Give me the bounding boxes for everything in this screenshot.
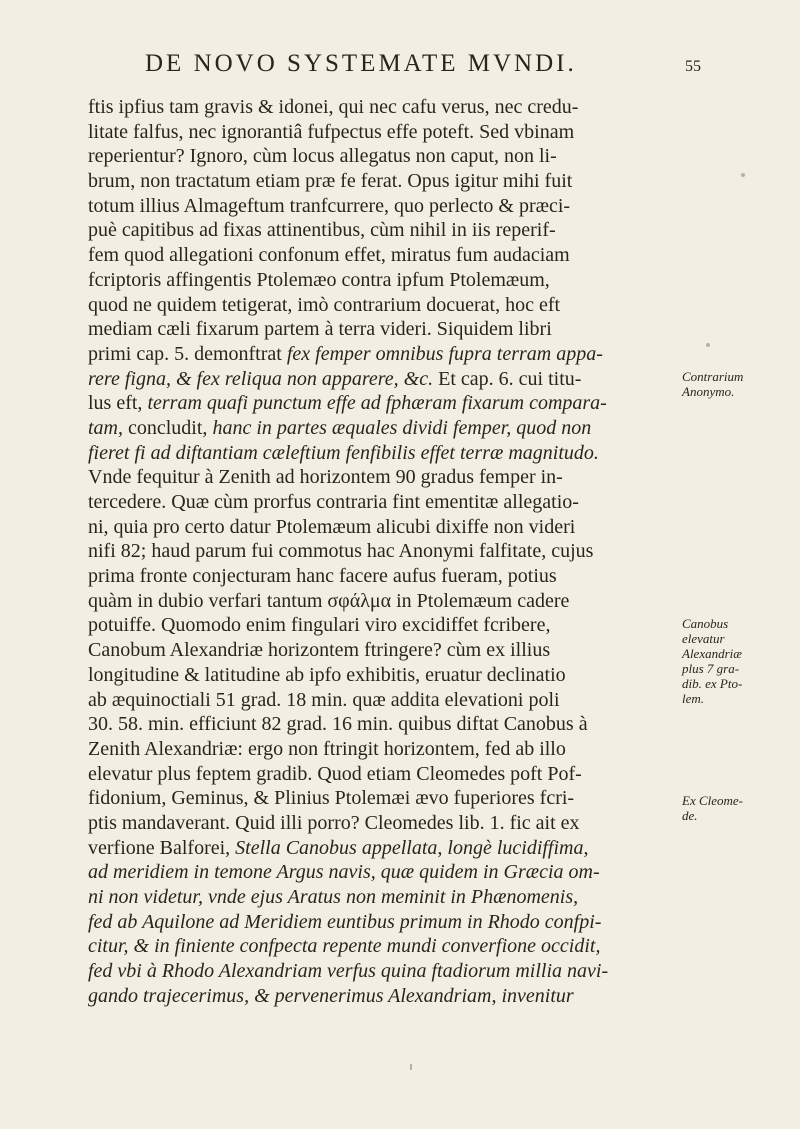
text-span: ab æquinoctiali 51 grad. 18 min. quæ addita elevationi poli bbox=[88, 688, 560, 711]
text-line bbox=[88, 367, 680, 392]
page-number: 55 bbox=[685, 58, 701, 75]
italic-span: ad meridiem in temone Argus navis, quæ quidem in Græcia om- bbox=[88, 861, 600, 884]
header-title: DE NOVO SYSTEMATE MVNDI. bbox=[145, 50, 577, 77]
text-span: quod ne quidem tetigerat, imò contrarium docuerat, hoc eft bbox=[88, 293, 561, 316]
text-span: ptis mandaverant. Quid illi porro? Cleomedes lib. 1. fic ait ex bbox=[88, 811, 580, 834]
text-span: prima fronte conjecturam hanc facere aufus fueram, potius bbox=[88, 565, 557, 588]
text-line bbox=[88, 515, 680, 540]
text-line bbox=[88, 836, 680, 861]
text-span: fem quod allegationi confonum effet, miratus fum audaciam bbox=[88, 244, 570, 267]
text-line bbox=[88, 539, 680, 564]
text-line bbox=[88, 885, 680, 910]
text-line bbox=[88, 317, 680, 342]
margin-note-contrarium bbox=[682, 369, 792, 399]
text-span: totum illius Almageftum tranfcurrere, quo perlecto & præci- bbox=[88, 194, 571, 217]
italic-span: citur, & in finiente confpecta repente mundi converfione occidit, bbox=[88, 935, 601, 958]
text-span: nifi 82; haud parum fui commotus hac Anonymi falfitate, cujus bbox=[88, 540, 594, 563]
text-span: brum, non tractatum etiam præ fe ferat. Opus igitur mihi fuit bbox=[88, 170, 573, 193]
text-line bbox=[88, 416, 680, 441]
text-span: longitudine & latitudine ab ipfo exhibitis, eruatur declinatio bbox=[88, 663, 566, 686]
text-line bbox=[88, 762, 680, 787]
italic-span: terram quafi punctum effe ad fphæram fixarum compara- bbox=[147, 392, 607, 415]
text-span: 30. 58. min. efficiunt 82 grad. 16 min. quibus diftat Canobus à bbox=[88, 713, 588, 736]
text-line bbox=[88, 737, 680, 762]
text-span: mediam cæli fixarum partem à terra videri. Siquidem libri bbox=[88, 318, 552, 341]
margin-note-line: dib. ex Pto- bbox=[682, 676, 743, 691]
text-line bbox=[88, 194, 680, 219]
margin-note-line: de. bbox=[682, 808, 698, 823]
margin-note-line: Ex Cleome- bbox=[682, 793, 744, 808]
text-line bbox=[88, 934, 680, 959]
running-header bbox=[145, 50, 701, 78]
text-span: , concludit, bbox=[118, 416, 213, 439]
margin-note-line: Contrarium bbox=[682, 369, 744, 384]
text-span: ni, quia pro certo datur Ptolemæum alicubi dixiffe non videri bbox=[88, 515, 576, 538]
text-line bbox=[88, 342, 680, 367]
margin-note-cleomede bbox=[682, 793, 792, 823]
text-line bbox=[88, 860, 680, 885]
text-span: Et cap. 6. cui titu- bbox=[433, 367, 582, 390]
text-span: ftis ipfius tam gravis & idonei, qui nec cafu verus, nec credu- bbox=[88, 96, 579, 118]
text-line bbox=[88, 811, 680, 836]
text-span: fcriptoris affingentis Ptolemæo contra ipfum Ptolemæum, bbox=[88, 268, 550, 291]
text-span: puè capitibus ad fixas attinentibus, cùm nihil in iis reperif- bbox=[88, 219, 556, 242]
text-line bbox=[88, 712, 680, 737]
italic-span: hanc in partes æquales dividi femper, quod non bbox=[212, 416, 592, 439]
margin-note-line: Alexandriæ bbox=[682, 646, 742, 661]
text-span: quàm in dubio verfari tantum σφάλμα in Ptolemæum cadere bbox=[88, 589, 570, 612]
text-line bbox=[88, 959, 680, 984]
text-line bbox=[88, 984, 680, 1009]
text-line bbox=[88, 638, 680, 663]
text-line bbox=[88, 391, 680, 416]
text-line bbox=[88, 465, 680, 490]
margin-note-line: Canobus bbox=[682, 616, 729, 631]
italic-span: rere figna, & fex reliqua non apparere, &c. bbox=[88, 367, 434, 390]
text-span: verfione Balforei, bbox=[88, 836, 236, 859]
text-span: litate falfus, nec ignorantiâ fufpectus effe poteft. Sed vbinam bbox=[88, 120, 575, 143]
text-line bbox=[88, 268, 680, 293]
text-line bbox=[88, 663, 680, 688]
text-span: Canobum Alexandriæ horizontem ftringere? cùm ex illius bbox=[88, 639, 551, 662]
italic-span: fex femper omnibus fupra terram appa- bbox=[286, 342, 603, 365]
text-line bbox=[88, 613, 680, 638]
text-span: tercedere. Quæ cùm prorfus contraria fint ementitæ allegatio- bbox=[88, 491, 579, 513]
italic-span: fed vbi à Rhodo Alexandriam verfus quina ftadiorum millia navi- bbox=[88, 960, 609, 983]
body-text bbox=[88, 95, 680, 1008]
paper-speck bbox=[410, 1064, 412, 1070]
text-span: Zenith Alexandriæ: ergo non ftringit horizontem, fed ab illo bbox=[88, 737, 566, 760]
margin-note-alexandriae bbox=[682, 646, 792, 706]
text-span: reperientur? Ignoro, cùm locus allegatus non caput, non li- bbox=[88, 145, 557, 168]
margin-note-line: Anonymo. bbox=[682, 384, 735, 399]
italic-span: fieret fi ad diftantiam cæleftium fenfibilis effet terræ magnitudo. bbox=[88, 441, 599, 464]
text-line bbox=[88, 564, 680, 589]
italic-span: gando trajecerimus, & pervenerimus Alexandriam, invenitur bbox=[88, 984, 574, 1007]
text-line bbox=[88, 293, 680, 318]
paper-speck bbox=[741, 173, 745, 177]
italic-span: ni non videtur, vnde ejus Aratus non meminit in Phænomenis, bbox=[88, 886, 579, 908]
text-line bbox=[88, 120, 680, 145]
paper-speck bbox=[706, 343, 710, 347]
text-line bbox=[88, 441, 680, 466]
text-line bbox=[88, 910, 680, 935]
text-span: potuiffe. Quomodo enim fingulari viro excidiffet fcribere, bbox=[88, 614, 551, 637]
margin-note-line: elevatur bbox=[682, 631, 725, 646]
text-line bbox=[88, 688, 680, 713]
margin-note-canobus bbox=[682, 616, 792, 646]
text-line bbox=[88, 786, 680, 811]
text-span: elevatur plus feptem gradib. Quod etiam Cleomedes poft Pof- bbox=[88, 762, 582, 785]
text-line bbox=[88, 144, 680, 169]
text-span: fidonium, Geminus, & Plinius Ptolemæi ævo fuperiores fcri- bbox=[88, 787, 575, 810]
italic-span: fed ab Aquilone ad Meridiem euntibus primum in Rhodo confpi- bbox=[88, 910, 602, 933]
text-span: lus eft, bbox=[88, 392, 148, 415]
text-span: Vnde fequitur à Zenith ad horizontem 90 gradus femper in- bbox=[88, 466, 563, 489]
text-line bbox=[88, 589, 680, 614]
margin-note-line: lem. bbox=[682, 691, 705, 706]
margin-note-line: plus 7 gra- bbox=[682, 661, 740, 676]
text-line bbox=[88, 95, 680, 120]
text-line bbox=[88, 243, 680, 268]
italic-span: tam bbox=[88, 416, 118, 439]
italic-span: Stella Canobus appellata, longè lucidiffima, bbox=[235, 836, 589, 859]
text-line bbox=[88, 169, 680, 194]
text-line bbox=[88, 218, 680, 243]
text-span: primi cap. 5. demonftrat bbox=[88, 342, 287, 365]
text-line bbox=[88, 490, 680, 515]
